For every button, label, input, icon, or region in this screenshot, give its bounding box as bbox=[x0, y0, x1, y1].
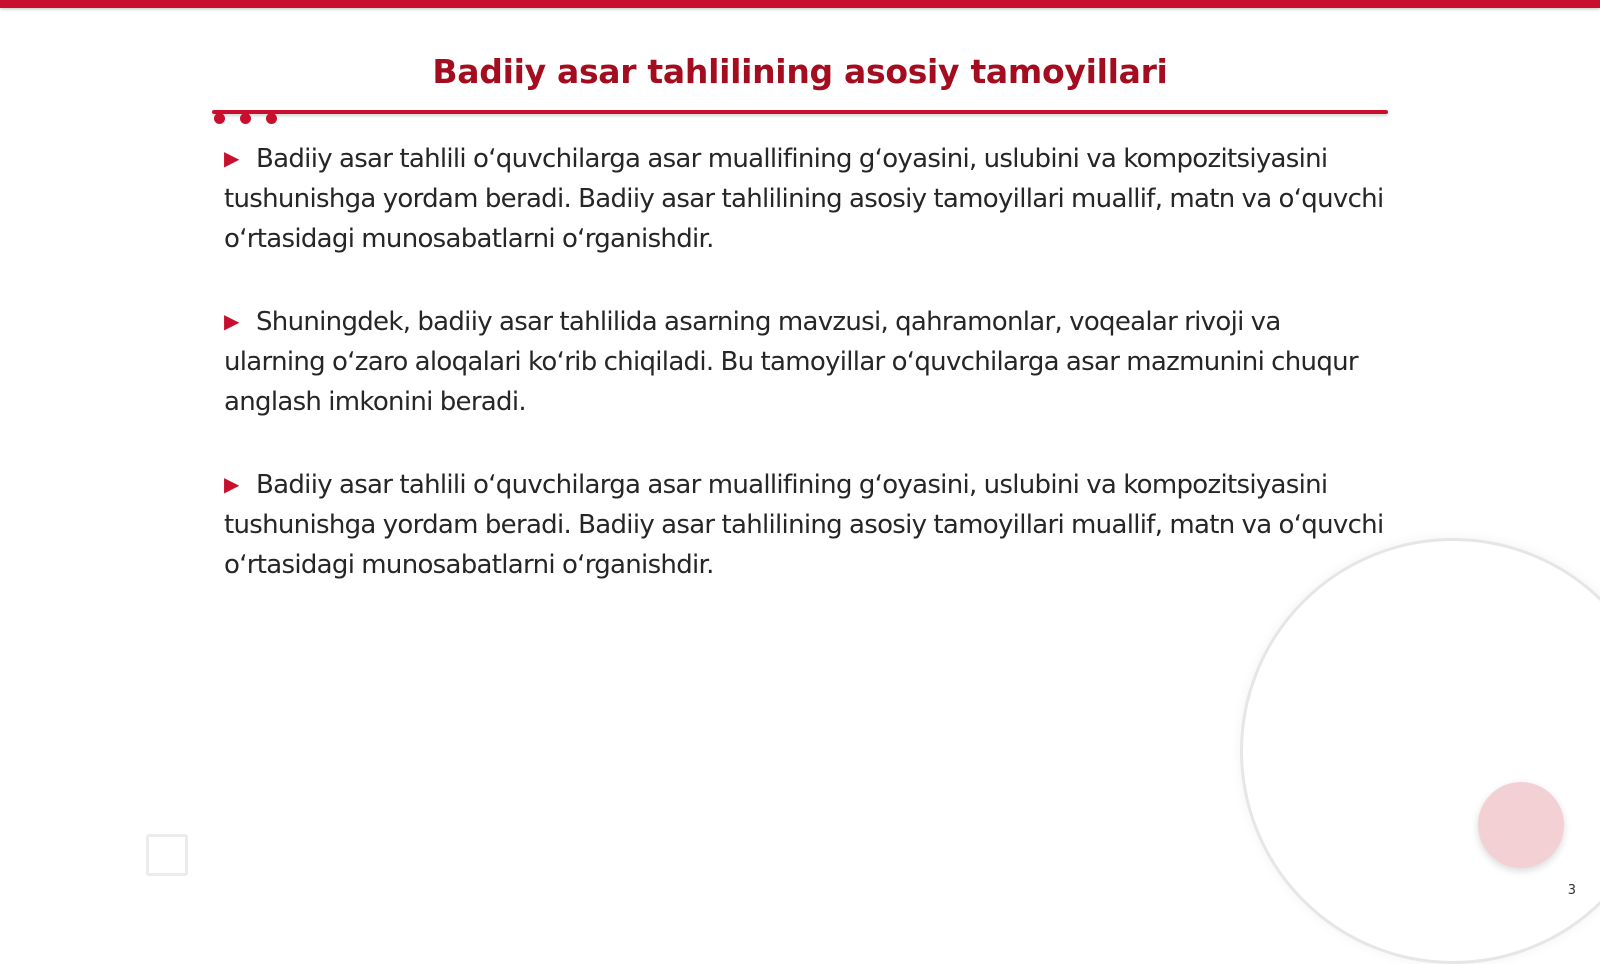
slide-page-number: 3 bbox=[1567, 883, 1576, 898]
underline-dot-1 bbox=[214, 113, 225, 124]
bullet-item-2 bbox=[224, 301, 1384, 422]
bullet-item-1 bbox=[224, 138, 1384, 259]
slide-body bbox=[224, 138, 1384, 627]
title-underline bbox=[212, 110, 1388, 114]
bullet-text-2: Shuningdek, badiiy asar tahlilida asarning mavzusi, qahramonlar, voqealar rivoji va ularning oʻzaro aloqalari koʻrib chiqiladi. Bu tamoyillar oʻquvchilarga asar mazmunini chuqur anglash imkonini beradi. bbox=[224, 307, 1358, 417]
decorative-pink-circle bbox=[1478, 782, 1564, 868]
bullet-text-3: Badiiy asar tahlili oʻquvchilarga asar muallifining gʻoyasini, uslubini va kompozitsiyasini tushunishga yordam beradi. Badiiy asar tahlilining asosiy tamoyillari muallif, matn va oʻquvchi oʻrtasidagi munosabatlarni oʻrganishdir. bbox=[224, 470, 1384, 580]
underline-dot-2 bbox=[240, 113, 251, 124]
bullet-text-1: Badiiy asar tahlili oʻquvchilarga asar muallifining gʻoyasini, uslubini va kompozitsiyasini tushunishga yordam beradi. Badiiy asar tahlilining asosiy tamoyillari muallif, matn va oʻquvchi oʻrtasidagi munosabatlarni oʻrganishdir. bbox=[224, 144, 1384, 254]
bullet-arrow-icon: ▶ bbox=[224, 146, 239, 170]
underline-dot-3 bbox=[266, 113, 277, 124]
slide-title: Badiiy asar tahlilining asosiy tamoyillari bbox=[432, 52, 1168, 91]
bullet-arrow-icon: ▶ bbox=[224, 472, 239, 496]
decorative-square bbox=[146, 834, 188, 876]
top-accent-bar bbox=[0, 0, 1600, 8]
bullet-arrow-icon: ▶ bbox=[224, 309, 239, 333]
bullet-item-3 bbox=[224, 464, 1384, 585]
